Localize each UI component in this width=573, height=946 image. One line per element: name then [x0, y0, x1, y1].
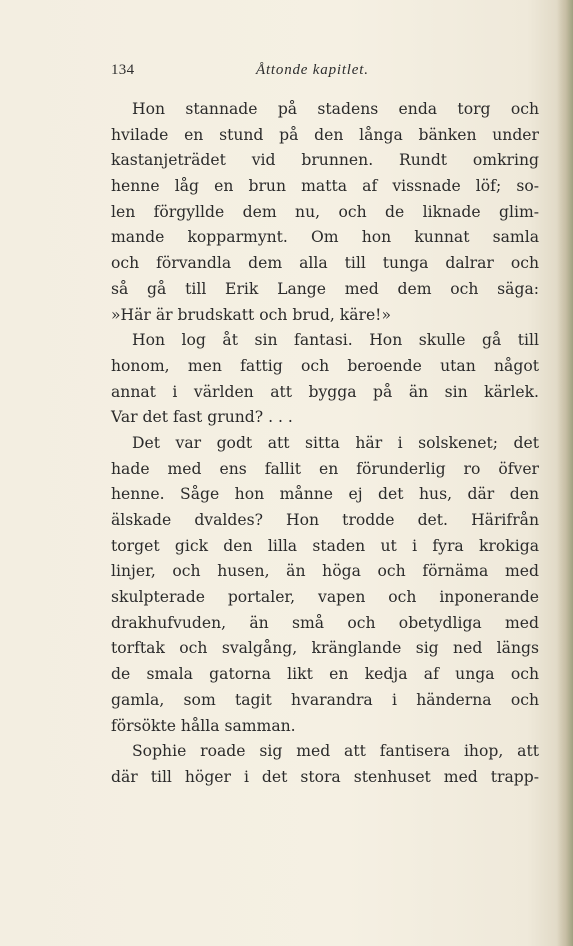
text-line: linjer, och husen, än höga och förnäma med: [111, 562, 539, 581]
text-line: försökte hålla samman.: [111, 716, 296, 735]
text-line: och förvandla dem alla till tunga dalrar och: [111, 254, 539, 273]
text-line: skulpterade portaler, vapen och inponerande: [111, 588, 539, 607]
text-line: henne låg en brun matta af vissnade löf; so-: [111, 177, 539, 196]
text-line: len förgyllde dem nu, och de liknade glim-: [111, 202, 539, 221]
text-line: hvilade en stund på den långa bänken under: [111, 125, 539, 144]
text-line: hade med ens fallit en förunderlig ro öfver: [111, 459, 539, 478]
body-text: [111, 97, 539, 791]
text-line: annat i världen att bygga på än sin kärlek.: [111, 382, 539, 401]
running-head: Åttonde kapitlet.: [256, 62, 369, 78]
text-line: torftak och svalgång, kränglande sig ned längs: [111, 639, 539, 658]
text-line: Det var godt att sitta här i solskenet; det: [132, 433, 539, 452]
text-line: kastanjeträdet vid brunnen. Rundt omkring: [111, 151, 539, 170]
text-line: Hon log åt sin fantasi. Hon skulle gå till: [132, 331, 539, 350]
text-line: »Här är brudskatt och brud, käre!»: [111, 305, 391, 324]
page-header: [111, 62, 539, 86]
text-line: där till höger i det stora stenhuset med trapp-: [111, 767, 539, 786]
text-line: drakhufvuden, än små och obetydliga med: [111, 613, 539, 632]
text-line: Sophie roade sig med att fantisera ihop, att: [132, 742, 539, 761]
page-number: 134: [111, 62, 135, 78]
text-line: de smala gatorna likt en kedja af unga och: [111, 665, 539, 684]
text-line: Hon stannade på stadens enda torg och: [132, 100, 539, 118]
text-line: honom, men fattig och beroende utan något: [111, 356, 539, 375]
text-line: torget gick den lilla staden ut i fyra krokiga: [111, 536, 539, 555]
text-line: så gå till Erik Lange med dem och säga:: [111, 279, 539, 298]
page-edge-shadow: [557, 0, 573, 946]
text-line: henne. Såge hon månne ej det hus, där den: [111, 485, 539, 504]
text-line: älskade dvaldes? Hon trodde det. Härifrån: [111, 511, 539, 529]
text-line: Var det fast grund? . . .: [111, 408, 293, 427]
text-line: mande kopparmynt. Om hon kunnat samla: [111, 228, 539, 247]
text-line: gamla, som tagit hvarandra i händerna och: [111, 690, 539, 709]
